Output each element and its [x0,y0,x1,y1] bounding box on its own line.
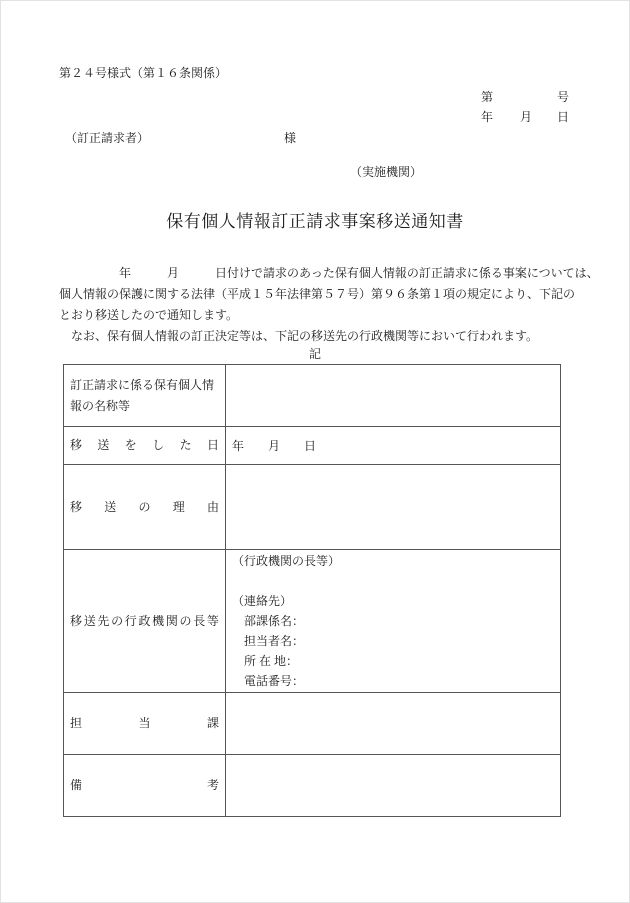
doc-number-prefix: 第 [481,90,494,104]
row-transfer-destination-label [64,550,226,693]
addressee-label: （訂正請求者） [65,131,150,145]
row-transfer-date-label-text: 移 送 を し た 日 [70,438,219,452]
row-section-in-charge [64,693,561,755]
row-remarks-label [64,755,226,817]
date-year-label: 年 [481,110,494,124]
destination-head-label: （行政機関の長等） [232,554,341,568]
row-transfer-reason-label-text: 移 送 の 理 由 [70,499,219,514]
row-remarks-label-text: 備 考 [70,778,219,792]
row-section-in-charge-value [226,693,561,755]
row-held-info-name [64,365,561,427]
transfer-details-table [63,364,561,817]
row-transfer-reason-label [64,465,226,550]
row-transfer-destination [64,550,561,693]
row-transfer-reason [64,465,561,550]
ki-heading: 記 [308,347,321,361]
destination-blank-line [232,571,554,591]
row-transfer-date [64,427,561,465]
body-line: とおり移送したので通知します。 [59,308,239,322]
body-paragraph [59,263,619,347]
destination-section-field: 部課係名： [232,614,305,628]
destination-person-field: 担当者名： [232,634,305,648]
doc-number-suffix: 号 [557,90,570,104]
row-remarks [64,755,561,817]
row-section-in-charge-label-text: 担 当 課 [70,716,219,730]
date-month-label: 月 [520,110,533,124]
row-section-in-charge-label [64,693,226,755]
body-line: なお、保有個人情報の訂正決定等は、下記の移送先の行政機関等において行われます。 [59,329,539,343]
row-remarks-value [226,755,561,817]
row-held-info-name-value [226,365,561,427]
destination-phone-field: 電話番号： [232,674,305,688]
row-transfer-reason-value [226,465,561,550]
row-transfer-destination-label-text: 移 送 先 の 行 政 機 関 の 長 等 [70,613,219,628]
row-transfer-date-label [64,427,226,465]
destination-contact-label: （連絡先） [232,594,293,608]
row-transfer-destination-value [226,550,561,693]
date-day-label: 日 [557,110,570,124]
body-line: 年 月 日付けで請求のあった保有個人情報の訂正請求に係る事案については、 [59,266,599,280]
document-title: 保有個人情報訂正請求事案移送通知書 [166,212,464,231]
form-number: 第２４号様式（第１６条関係） [59,66,228,80]
destination-address-field: 所 在 地： [232,654,299,668]
body-line: 個人情報の保護に関する法律（平成１５年法律第５７号）第９６条第１項の規定により、下記の [59,287,576,301]
issuer-label: （実施機関） [350,165,423,179]
addressee-honorific: 様 [284,131,297,145]
row-transfer-date-value: 年 月 日 [226,427,561,465]
row-held-info-name-label: 訂正請求に係る保有個人情報の名称等 [64,365,226,427]
